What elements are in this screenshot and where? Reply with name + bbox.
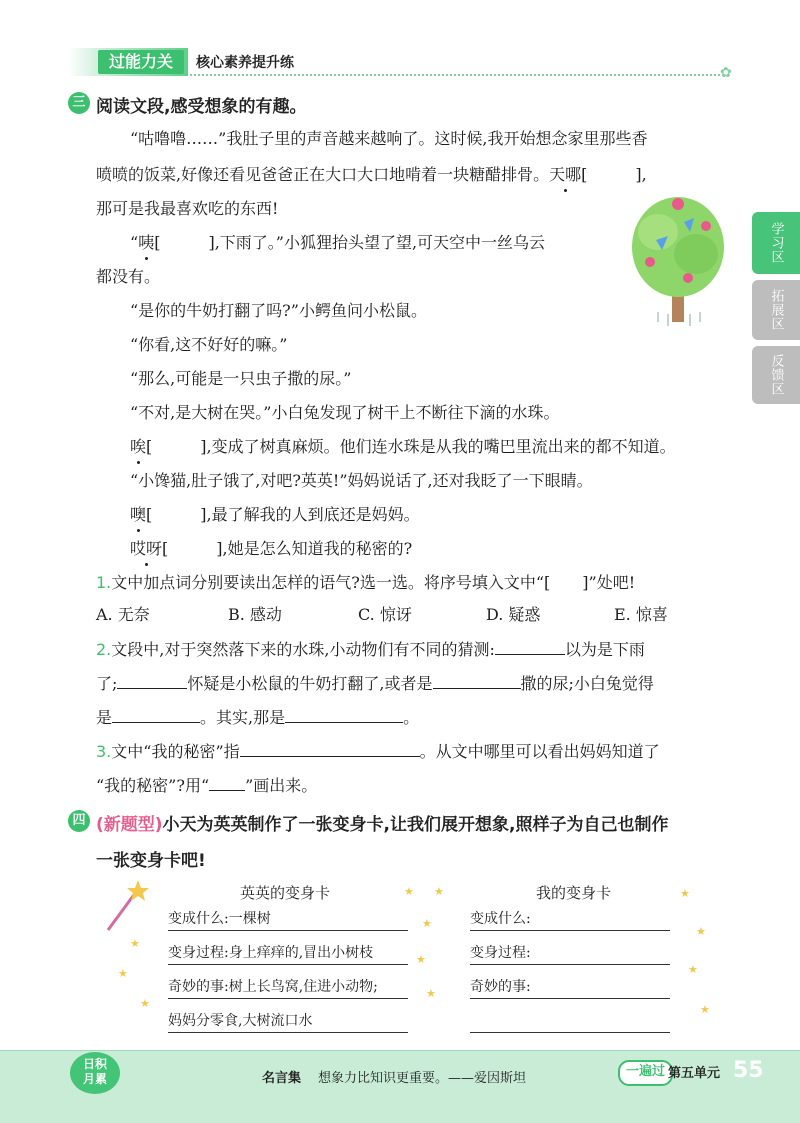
dotted-word: 噢 [130,505,147,524]
card-left-row: 变身过程:身上痒痒的,冒出小树枝 [168,942,408,965]
passage-text: ,最了解我的人到底还是妈妈。 [206,505,420,524]
question-number: 3. [96,742,112,761]
question-text: 文中加点词分别要读出怎样的语气?选一选。将序号填入文中“ [111,573,545,592]
tree-illustration [628,192,728,338]
passage-line: “不对,是大树在哭。”小白兔发现了树干上不断往下滴的水珠。 [130,403,560,422]
transform-cards [100,878,740,1038]
card-left-row: 妈妈分零食,大树流口水 [168,1010,408,1033]
answer-blank[interactable] [112,706,200,723]
star-icon: ★ [118,967,128,980]
tab-extend-zone[interactable]: 拓展区 [752,280,800,340]
passage-line [96,164,647,186]
passage-line [130,504,420,526]
question-text: “我的秘密”?用“ [96,776,210,795]
passage-text: 喷喷的饭菜,好像还看见爸爸正在大口大口地啃着一块糖醋排骨。 [96,165,550,184]
answer-blank[interactable] [240,740,420,757]
passage-line: 都没有。 [96,267,161,286]
card-left-title: 英英的变身卡 [240,884,331,902]
star-icon: ★ [416,953,426,966]
question-2-line3 [96,706,419,729]
question-text: 以为是下雨 [564,640,645,659]
option-b: B. 感动 [228,605,282,624]
question-text: 。其实,那是 [200,708,286,727]
passage-line: 那可是我最喜欢吃的东西! [96,199,279,218]
footer-band [0,1050,800,1123]
question-text: ”画出来。 [245,776,318,795]
answer-blank[interactable] [117,672,187,689]
new-type-tag: (新题型) [96,815,163,835]
section-number-badge: 三 [68,92,90,114]
bird-nest-icon [672,198,684,210]
question-text: 。从文中哪里可以看出妈妈知道了 [419,742,660,761]
star-icon: ★ [140,997,150,1010]
quote-text: 想象力比知识更重要。——爱因斯坦 [318,1071,527,1086]
badge-line: 日积 [82,1057,107,1071]
passage-text: ,下雨了。”小狐狸抬头望了望,可天空中一丝乌云 [214,233,546,252]
page-number: 55 [733,1058,764,1083]
star-icon: ★ [130,937,140,950]
option-c: C. 惊讶 [358,605,412,624]
question-text: 撒的尿;小白兔觉得 [520,674,654,693]
card-left-row: 奇妙的事:树上长鸟窝,住进小动物; [168,976,408,999]
question-number: 1. [96,573,112,592]
passage-line [130,436,676,458]
passage-line: “小馋猫,肚子饿了,对吧?英英!”妈妈说话了,还对我眨了一下眼睛。 [130,471,593,490]
header-title: 过能力关 [98,50,184,74]
answer-bracket[interactable]: [ ] [581,165,642,184]
passage-text: ,变成了树真麻烦。他们连水珠是从我的嘴巴里流出来的都不知道。 [206,437,676,456]
tab-feedback-zone[interactable]: 反馈区 [752,346,800,404]
question-3 [96,740,660,763]
card-right-title: 我的变身卡 [536,884,612,902]
magic-wand-icon [100,878,150,938]
question-text: 了; [96,674,118,693]
question-1 [96,572,635,594]
quote-label: 名言集 [262,1071,302,1086]
question-text: 。 [403,708,420,727]
section-title-line2: 一张变身卡吧! [96,851,206,871]
brand-logo: 一遍过 [618,1060,673,1086]
star-icon: ★ [688,963,698,976]
passage-line [130,232,545,254]
dotted-word: 咦 [138,233,155,252]
star-icon: ★ [426,987,436,1000]
card-right-row[interactable] [470,1010,670,1033]
passage-line [130,538,412,560]
question-text: 怀疑是小松鼠的牛奶打翻了,或者是 [187,674,433,693]
dotted-word: 天哪 [549,165,582,184]
unit-label: 第五单元 [668,1066,721,1081]
badge-line: 月累 [82,1072,107,1086]
question-3-line2 [96,774,317,797]
answer-bracket[interactable]: [ ] [146,437,207,456]
passage-text: “ [130,233,139,252]
passage-line: “你看,这不好好的嘛。” [130,335,288,354]
question-text: 文中“我的秘密”指 [111,742,240,761]
answer-bracket[interactable]: [ ] [162,539,223,558]
star-icon: ★ [696,925,706,938]
passage-text: , [641,165,647,184]
section-number-badge: 四 [68,810,90,832]
footer-divider [0,1050,800,1051]
underline-sample [209,774,245,791]
card-right-row[interactable]: 变身过程: [470,942,670,965]
question-text: ”处吧! [588,573,636,592]
question-text: 文段中,对于突然落下来的水珠,小动物们有不同的猜测: [111,640,495,659]
section-title-text: 小天为英英制作了一张变身卡,让我们展开想象,照样子为自己也制作 [162,815,669,835]
star-icon: ★ [680,887,690,900]
star-icon: ★ [422,917,432,930]
question-2-line2 [96,672,654,695]
answer-bracket[interactable]: [ ] [146,505,207,524]
tab-study-zone[interactable]: 学习区 [752,212,800,274]
dotted-word: 唉 [130,437,147,456]
answer-bracket[interactable]: [ ] [154,233,215,252]
question-number: 2. [96,640,112,659]
card-left-row: 变成什么:一棵树 [168,908,408,931]
option-e: E. 惊喜 [614,605,668,624]
star-icon: ★ [700,1003,710,1016]
star-icon: ★ [434,885,444,898]
daily-accumulation-badge [70,1052,120,1094]
answer-blank[interactable] [285,706,403,723]
passage-line: “那么,可能是一只虫子撒的尿。” [130,369,352,388]
answer-bracket-sample: [ ] [544,573,589,592]
passage-line: “咕噜噜……”我肚子里的声音越来越响了。这时候,我开始想念家里那些香 [130,129,648,148]
card-right-row[interactable]: 变成什么: [470,908,670,931]
answer-blank[interactable] [495,638,565,655]
star-icon: ★ [404,885,414,898]
option-d: D. 疑惑 [486,605,541,624]
section-title: 阅读文段,感受想象的有趣。 [96,97,307,117]
question-2 [96,638,645,661]
card-right-row[interactable]: 奇妙的事: [470,976,670,999]
section-title [96,810,668,835]
passage-line: “是你的牛奶打翻了吗?”小鳄鱼问小松鼠。 [130,301,427,320]
header-subtitle: 核心素养提升练 [196,55,294,71]
header-divider [190,74,720,76]
question-text: 是 [96,708,113,727]
flower-icon: ✿ [720,65,732,81]
answer-blank[interactable] [433,672,521,689]
dotted-word: 哎呀 [130,539,163,558]
option-a: A. 无奈 [96,605,150,624]
passage-text: ,她是怎么知道我的秘密的? [222,539,413,558]
